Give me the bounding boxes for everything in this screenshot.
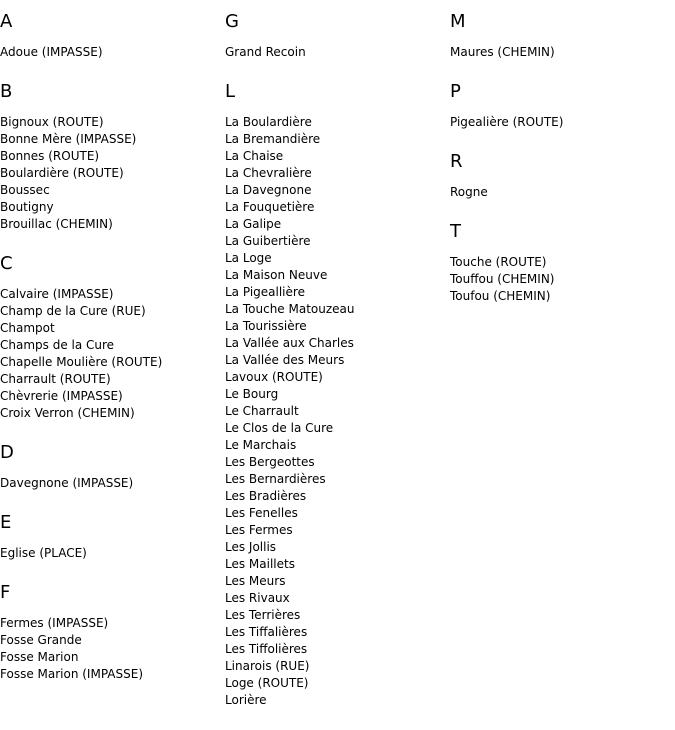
street-link[interactable]: Le Charrault: [225, 404, 299, 418]
street-link[interactable]: Grand Recoin: [225, 45, 306, 59]
street-link[interactable]: Charrault (ROUTE): [0, 372, 111, 386]
street-list: [225, 44, 445, 61]
street-link[interactable]: Champot: [0, 321, 55, 335]
street-link[interactable]: La Boulardière: [225, 115, 312, 129]
letter-section: [0, 513, 220, 562]
street-link[interactable]: Les Rivaux: [225, 591, 290, 605]
street-link[interactable]: Le Marchais: [225, 438, 297, 452]
street-link[interactable]: Fosse Marion (IMPASSE): [0, 667, 144, 681]
section-letter-heading: M: [450, 11, 466, 32]
section-letter-heading: L: [225, 81, 236, 102]
street-list: [0, 114, 220, 233]
street-link[interactable]: Davegnone (IMPASSE): [0, 476, 134, 490]
section-letter-heading: G: [225, 11, 239, 32]
street-link[interactable]: Touffou (CHEMIN): [450, 272, 555, 286]
street-link[interactable]: Les Tiffalières: [225, 625, 308, 639]
street-link[interactable]: Calvaire (IMPASSE): [0, 287, 114, 301]
street-link[interactable]: Lavoux (ROUTE): [225, 370, 323, 384]
letter-section: [225, 82, 445, 709]
street-link[interactable]: Le Bourg: [225, 387, 279, 401]
street-link[interactable]: Champ de la Cure (RUE): [0, 304, 146, 318]
street-link[interactable]: Fosse Marion: [0, 650, 79, 664]
letter-section: [450, 82, 670, 131]
street-link[interactable]: Eglise (PLACE): [0, 546, 87, 560]
street-link[interactable]: Touche (ROUTE): [450, 255, 547, 269]
section-letter-heading: F: [0, 582, 11, 603]
street-link[interactable]: Croix Verron (CHEMIN): [0, 406, 135, 420]
street-link[interactable]: Chapelle Moulière (ROUTE): [0, 355, 163, 369]
street-link[interactable]: Boulardière (ROUTE): [0, 166, 124, 180]
street-list: [0, 475, 220, 492]
street-link[interactable]: Adoue (IMPASSE): [0, 45, 103, 59]
letter-section: [0, 12, 220, 61]
street-link[interactable]: Les Tiffolières: [225, 642, 308, 656]
street-link[interactable]: Fosse Grande: [0, 633, 82, 647]
street-list: [0, 615, 220, 683]
street-link[interactable]: La Galipe: [225, 217, 282, 231]
street-link[interactable]: La Loge: [225, 251, 272, 265]
letter-section: [450, 12, 670, 61]
street-link[interactable]: Rogne: [450, 185, 488, 199]
section-letter-heading: T: [450, 221, 461, 242]
letter-section: [0, 583, 220, 683]
street-link[interactable]: Les Bernardières: [225, 472, 326, 486]
street-link[interactable]: Les Bradières: [225, 489, 307, 503]
street-link[interactable]: Champs de la Cure: [0, 338, 115, 352]
street-link[interactable]: La Fouquetière: [225, 200, 315, 214]
index-column-2: [225, 12, 445, 730]
street-list: [450, 184, 670, 201]
index-column-3: [450, 12, 670, 326]
street-link[interactable]: La Chaise: [225, 149, 284, 163]
street-link[interactable]: Boussec: [0, 183, 50, 197]
section-letter-heading: R: [450, 151, 463, 172]
index-column-1: [0, 12, 220, 704]
street-link[interactable]: Les Maillets: [225, 557, 295, 571]
street-link[interactable]: La Guibertière: [225, 234, 311, 248]
street-list: [450, 114, 670, 131]
street-link[interactable]: Les Bergeottes: [225, 455, 315, 469]
street-link[interactable]: Les Jollis: [225, 540, 277, 554]
street-link[interactable]: Pigealière (ROUTE): [450, 115, 564, 129]
street-list: [450, 44, 670, 61]
letter-section: [0, 254, 220, 422]
street-list: [0, 44, 220, 61]
street-list: [225, 114, 445, 709]
street-link[interactable]: La Davegnone: [225, 183, 312, 197]
street-link[interactable]: Maures (CHEMIN): [450, 45, 555, 59]
section-letter-heading: C: [0, 253, 13, 274]
section-letter-heading: B: [0, 81, 13, 102]
street-link[interactable]: Boutigny: [0, 200, 54, 214]
letter-section: [225, 12, 445, 61]
street-link[interactable]: Les Fermes: [225, 523, 293, 537]
letter-section: [450, 152, 670, 201]
letter-section: [0, 82, 220, 233]
section-letter-heading: A: [0, 11, 13, 32]
street-link[interactable]: Les Meurs: [225, 574, 286, 588]
street-link[interactable]: Bignoux (ROUTE): [0, 115, 104, 129]
street-link[interactable]: La Pigeallière: [225, 285, 305, 299]
street-link[interactable]: La Vallée des Meurs: [225, 353, 345, 367]
street-link[interactable]: Les Terrières: [225, 608, 301, 622]
street-list: [0, 545, 220, 562]
letter-section: [0, 443, 220, 492]
street-link[interactable]: La Maison Neuve: [225, 268, 328, 282]
street-link[interactable]: La Vallée aux Charles: [225, 336, 354, 350]
street-link[interactable]: Bonne Mère (IMPASSE): [0, 132, 137, 146]
street-link[interactable]: La Bremandière: [225, 132, 321, 146]
street-link[interactable]: Bonnes (ROUTE): [0, 149, 100, 163]
section-letter-heading: E: [0, 512, 12, 533]
street-link[interactable]: Loge (ROUTE): [225, 676, 309, 690]
section-letter-heading: P: [450, 81, 461, 102]
street-link[interactable]: Brouillac (CHEMIN): [0, 217, 113, 231]
letter-section: [450, 222, 670, 305]
street-link[interactable]: Linarois (RUE): [225, 659, 310, 673]
street-list: [0, 286, 220, 422]
street-link[interactable]: Les Fenelles: [225, 506, 298, 520]
street-link[interactable]: Toufou (CHEMIN): [450, 289, 551, 303]
street-link[interactable]: La Chevralière: [225, 166, 312, 180]
street-link[interactable]: La Tourissière: [225, 319, 307, 333]
street-link[interactable]: Lorière: [225, 693, 267, 707]
section-letter-heading: D: [0, 442, 14, 463]
street-link[interactable]: La Touche Matouzeau: [225, 302, 355, 316]
street-link[interactable]: Chèvrerie (IMPASSE): [0, 389, 123, 403]
street-list: [450, 254, 670, 305]
street-link[interactable]: Le Clos de la Cure: [225, 421, 334, 435]
street-link[interactable]: Fermes (IMPASSE): [0, 616, 109, 630]
